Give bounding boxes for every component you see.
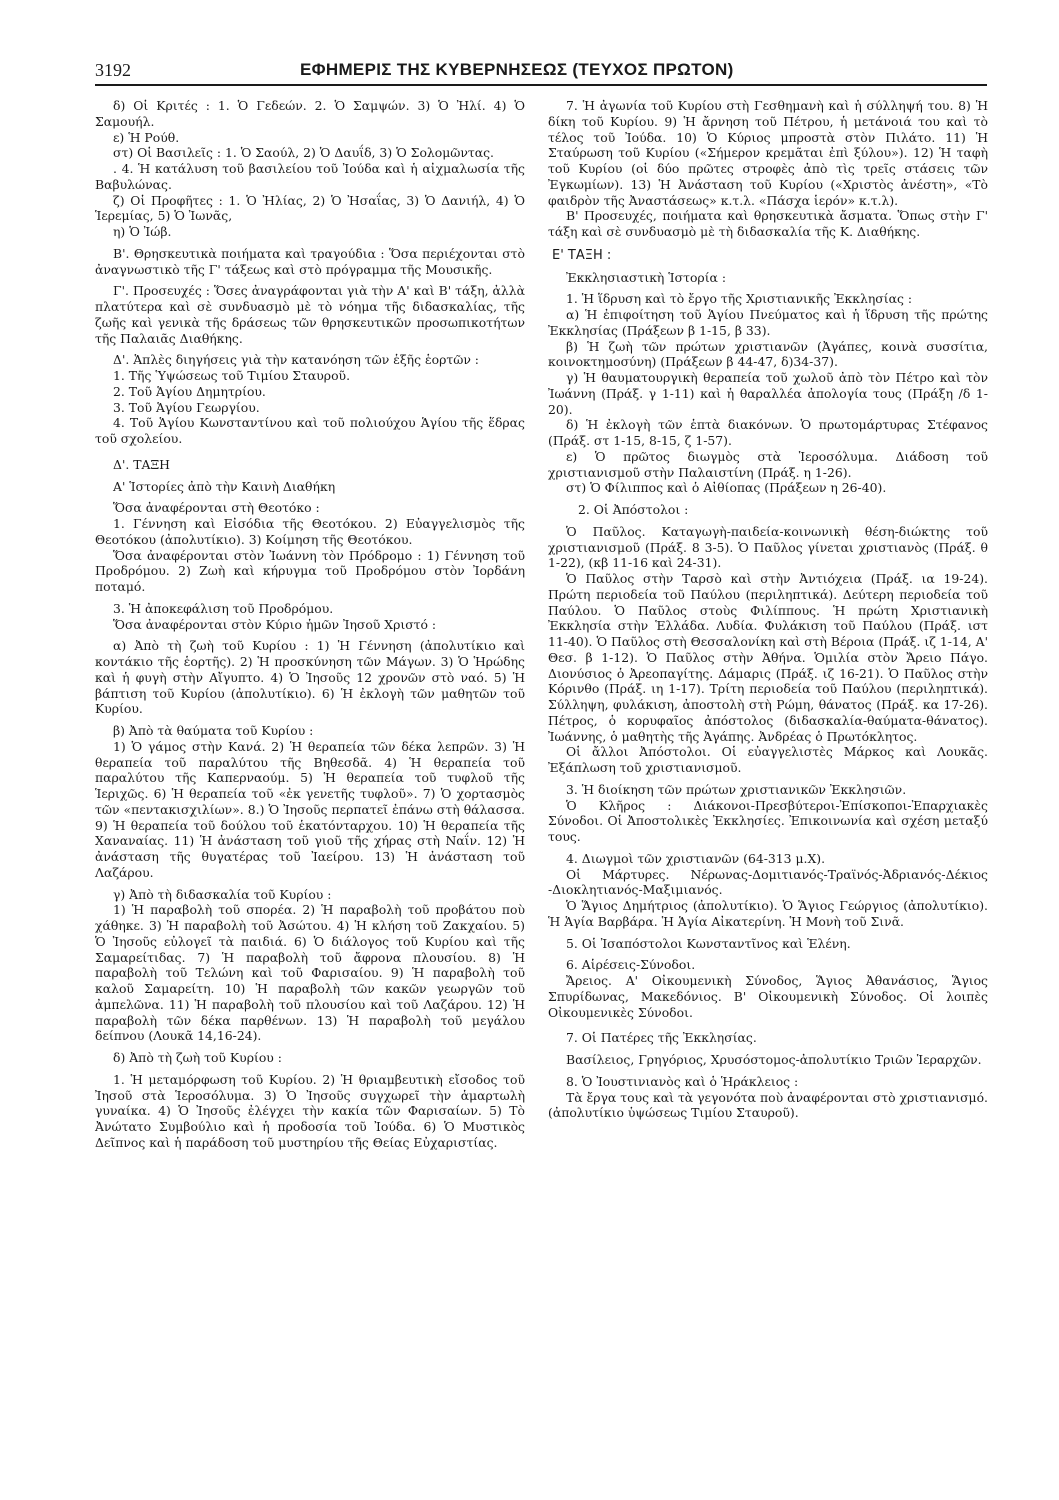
paragraph: 5. Οἱ Ἰσαπόστολοι Κωνσταντῖνος καὶ Ἑλένη. bbox=[566, 935, 851, 951]
paragraph: 8. Ὁ Ἰουστινιανὸς καὶ ὁ Ἡράκλειος : bbox=[566, 1073, 799, 1089]
paragraph: Γ'. Προσευχές : Ὅσες ἀναγράφονται γιὰ τὴν Α' καὶ Β' τάξη, ἀλλὰ πλατύτερα καὶ σὲ συνδυασμὸ μὲ τὸ νόημα τῆς διδασκαλίας, τῆς ζωῆς καὶ γενικὰ τῆς δράσεως τῶν θρησκευτικῶν προσωπικοτήτων τῆς Παλαιᾶς Διαθήκης. bbox=[95, 283, 525, 346]
section-heading: Δ'. ΤΑΞΗ bbox=[113, 456, 170, 472]
paragraph: . 4. Ἡ κατάλυση τοῦ βασιλείου τοῦ Ἰούδα καὶ ἡ αἰχμαλωσία τῆς Βαβυλώνας. bbox=[95, 161, 525, 192]
subheading: Α' Ἱστορίες ἀπὸ τὴν Καινὴ Διαθήκη bbox=[113, 478, 336, 494]
section-heading: Ε' ΤΑΞΗ : bbox=[552, 247, 612, 263]
paragraph: 1. Γέννηση καὶ Εἰσόδια τῆς Θεοτόκου. 2) Εὐαγγελισμὸς τῆς Θεοτόκου (ἀπολυτίκιο). 3) Κοίμηση τῆς Θεοτόκου. bbox=[95, 516, 525, 547]
paragraph: Οἱ Μάρτυρες. Νέρωνας-Δομιτιανός-Τραϊνός-Ἀδριανός-Δέκιος -Διοκλητιανός-Μαξιμιανός. bbox=[548, 866, 988, 898]
paragraph: Ὁ Ἅγιος Δημήτριος (ἀπολυτίκιο). Ὁ Ἅγιος Γεώργιος (ἀπολυτίκιο). Ἡ Ἁγία Βαρβάρα. Ἡ Ἁγία Αἰκατερίνη. Ἡ Μονὴ τοῦ Σινᾶ. bbox=[548, 898, 988, 929]
list-item: α) Ἡ ἐπιφοίτηση τοῦ Ἁγίου Πνεύματος καὶ ἡ ἵδρυση τῆς πρώτης Ἐκκλησίας (Πράξεων β 1-15, β 33). bbox=[548, 307, 988, 338]
right-column bbox=[548, 98, 988, 1121]
paragraph: 7. Ἡ ἀγωνία τοῦ Κυρίου στὴ Γεσθημανὴ καὶ ἡ σύλληψή του. 8) Ἡ δίκη τοῦ Κυρίου. 9) Ἡ ἄρνηση τοῦ Πέτρου, ἡ μετάνοιά του καὶ τὸ τέλος τοῦ Ἰούδα. 10) Ὁ Κύριος μπροστὰ στὸν Πιλάτο. 11) Ἡ Σταύρωση τοῦ Κυρίου («Σήμερον κρεμᾶται ἐπὶ ξύλου»). 12) Ἡ ταφὴ τοῦ Κυρίου (οἱ δύο πρῶτες στροφὲς ἀπὸ τὶς τρεῖς στάσεις τῶν Ἐγκωμίων). 13) Ἡ Ἀνάσταση τοῦ Κυρίου («Χριστὸς ἀνέστη», «Τὸ φαιδρὸν τῆς Ἀναστάσεως» κ.τ.λ. «Πάσχα ἱερόν» κ.τ.λ). bbox=[548, 98, 988, 208]
paragraph: α) Ἀπὸ τὴ ζωὴ τοῦ Κυρίου : 1) Ἡ Γέννηση (ἀπολυτίκιο καὶ κοντάκιο τῆς ἑορτῆς). 2) Ἡ προσκύνηση τῶν Μάγων. 3) Ὁ Ἡρώδης καὶ ἡ φυγὴ στὴν Αἴγυπτο. 4) Ὁ Ἰησοῦς 12 χρονῶν στὸ ναό. 5) Ἡ βάπτιση τοῦ Κυρίου (ἀπολυτίκιο). 6) Ἡ ἐκλογὴ τῶν μαθητῶν τοῦ Κυρίου. bbox=[95, 638, 525, 717]
paragraph: 1) Ἡ παραβολὴ τοῦ σπορέα. 2) Ἡ παραβολὴ τοῦ προβάτου ποὺ χάθηκε. 3) Ἡ παραβολὴ τοῦ Ἀσώτου. 4) Ἡ κλήση τοῦ Ζακχαίου. 5) Ὁ Ἰησοῦς εὐλογεῖ τὰ παιδιά. 6) Ὁ διάλογος τοῦ Κυρίου καὶ τῆς Σαμαρείτιδας. 7) Ἡ παραβολὴ τοῦ ἄφρονα πλουσίου. 8) Ἡ παραβολὴ τοῦ Τελώνη καὶ τοῦ Φαρισαίου. 9) Ἡ παραβολὴ τοῦ καλοῦ Σαμαρείτη. 10) Ἡ παραβολὴ τῶν κακῶν γεωργῶν τοῦ ἀμπελῶνα. 11) Ἡ παραβολὴ τοῦ πλουσίου καὶ τοῦ Λαζάρου. 12) Ἡ παραβολὴ τῶν δέκα παρθένων. 13) Ἡ παραβολὴ τοῦ μεγάλου δείπνου (Λουκᾶ 14,16-24). bbox=[95, 902, 525, 1044]
paragraph: Βασίλειος, Γρηγόριος, Χρυσόστομος-ἀπολυτίκιο Τριῶν Ἱεραρχῶν. bbox=[566, 1052, 982, 1067]
paragraph: Τὰ ἔργα τους καὶ τὰ γεγονότα ποὺ ἀναφέρονται στὸ χριστιανισμό. (ἀπολυτίκιο ὑψώσεως Τιμίου Σταυροῦ). bbox=[548, 1089, 988, 1121]
paragraph: Ὁ Παῦλος στὴν Ταρσὸ καὶ στὴν Ἀντιόχεια (Πράξ. ια 19-24). Πρώτη περιοδεία τοῦ Παύλου (περιληπτικά). Δεύτερη περιοδεία τοῦ Παύλου. Ὁ Παῦλος στοὺς Φιλίππους. Ἡ πρώτη Χριστιανικὴ Ἐκκλησία στὴν Ἑλλάδα. Λυδία. Φυλάκιση τοῦ Παύλου (Πράξ. ιστ 11-40). Ὁ Παῦλος στὴ Θεσσαλονίκη καὶ στὴ Βέροια (Πράξ. ιζ 1-14, Α' Θεσ. β 1-12). Ὁ Παῦλος στὴν Ἀθήνα. Ὁμιλία στὸν Ἄρειο Πάγο. Διονύσιος ὁ Ἀρεοπαγίτης. Δάμαρις (Πράξ. ιζ 16-21). Ὁ Παῦλος στὴν Κόρινθο (Πράξ. ιη 1-17). Τρίτη περιοδεία τοῦ Παύλου (περιληπτικά). Σύλληψη, φυλάκιση, ἀποστολὴ στὴ Ρώμη, θάνατος (Πράξ. κα 17-26). Πέτρος, ὁ κορυφαῖος ἀπόστολος (διδασκαλία-θαύματα-θάνατος). Ἰωάννης, ὁ μαθητὴς τῆς Ἀγάπης. Ἀνδρέας ὁ Πρωτόκλητος. bbox=[548, 571, 988, 744]
subheading: 2. Οἱ Ἀπόστολοι : bbox=[578, 502, 689, 517]
paragraph: 4. Διωγμοὶ τῶν χριστιανῶν (64-313 μ.Χ). bbox=[566, 850, 826, 866]
paragraph: Ἄρειος. Α' Οἰκουμενικὴ Σύνοδος, Ἅγιος Ἀθανάσιος, Ἅγιος Σπυρίδωνας, Μακεδόνιος. Β' Οἰκουμενικὴ Σύνοδος. Οἱ λοιπὲς Οἰκουμενικὲς Σύνοδοι. bbox=[548, 973, 988, 1020]
paragraph: ε) Ἡ Ρούθ. bbox=[113, 129, 180, 145]
paragraph: δ) Ἀπὸ τὴ ζωὴ τοῦ Κυρίου : bbox=[113, 1050, 282, 1065]
paragraph: 3. Ἡ ἀποκεφάλιση τοῦ Προδρόμου. bbox=[113, 600, 334, 616]
paragraph: Ὁ Κλῆρος : Διάκονοι-Πρεσβύτεροι-Ἐπίσκοποι-Ἐπαρχιακὲς Σύνοδοι. Οἱ Ἀποστολικὲς Ἐκκλησίες. Ἐπικοινωνία καὶ σχέση μεταξύ τους. bbox=[548, 797, 988, 844]
page-header bbox=[95, 60, 987, 86]
list-item: δ) Ἡ ἐκλογὴ τῶν ἑπτὰ διακόνων. Ὁ πρωτομάρτυρας Στέφανος (Πράξ. στ 1-15, 8-15, ζ 1-57). bbox=[548, 417, 988, 448]
paragraph: γ) Ἀπὸ τὴ διδασκαλία τοῦ Κυρίου : bbox=[113, 886, 332, 902]
paragraph: στ) Οἱ Βασιλεῖς : 1. Ὁ Σαούλ, 2) Ὁ Δαυΐδ, 3) Ὁ Σολομῶντας. bbox=[113, 145, 494, 161]
list-item: β) Ἡ ζωὴ τῶν πρώτων χριστιανῶν (Ἀγάπες, κοινὰ συσσίτια, κοινοκτημοσύνη) (Πράξεων β 44-47, δ)34-37). bbox=[548, 338, 988, 370]
list-item: ε) Ὁ πρῶτος διωγμὸς στὰ Ἱεροσόλυμα. Διάδοση τοῦ χριστιανισμοῦ στὴν Παλαιστίνη (Πράξ. η 1-26). bbox=[548, 448, 988, 480]
list-item: 2. Τοῦ Ἁγίου Δημητρίου. bbox=[113, 383, 266, 399]
page-number: 3192 bbox=[95, 60, 131, 80]
paragraph: δ) Οἱ Κριτές : 1. Ὁ Γεδεών. 2. Ὁ Σαμψών. 3) Ὁ Ἠλί. 4) Ὁ Σαμουήλ. bbox=[95, 98, 525, 129]
paragraph: Ὅσα ἀναφέρονται στὸν Ἰωάννη τὸν Πρόδρομο : 1) Γέννηση τοῦ Προδρόμου. 2) Ζωὴ καὶ κήρυγμα τοῦ Προδρόμου στὸν Ἰορδάνη ποταμό. bbox=[95, 547, 525, 594]
paragraph: 3. Ἡ διοίκηση τῶν πρώτων χριστιανικῶν Ἐκκλησιῶν. bbox=[566, 781, 907, 797]
paragraph: 7. Οἱ Πατέρες τῆς Ἐκκλησίας. bbox=[566, 1030, 757, 1046]
paragraph: Δ'. Ἁπλὲς διηγήσεις γιὰ τὴν κατανόηση τῶν ἑξῆς ἑορτῶν : bbox=[113, 352, 479, 368]
paragraph: 1) Ὁ γάμος στὴν Κανά. 2) Ἡ θεραπεία τῶν δέκα λεπρῶν. 3) Ἡ θεραπεία τοῦ παραλύτου τῆς Βηθεσδᾶ. 4) Ἡ θεραπεία τοῦ παραλύτου τῆς Καπερναούμ. 5) Ἡ θεραπεία τοῦ τυφλοῦ τῆς Ἱεριχῶς. 6) Ἡ θεραπεία τοῦ «ἐκ γενετῆς τυφλοῦ». 7) Ὁ χορτασμὸς τῶν «πεντακισχιλίων». 8.) Ὁ Ἰησοῦς περπατεῖ ἐπάνω στὴ θάλασσα. 9) Ἡ θεραπεία τοῦ δούλου τοῦ ἑκατόνταρχου. 10) Ἡ θεραπεία τῆς Χαναναίας. 11) Ἡ ἀνάσταση τοῦ γιοῦ τῆς χήρας στὴ Ναΐν. 12) Ἡ ἀνάσταση τῆς θυγατέρας τοῦ Ἰαείρου. 13) Ἡ ἀνάσταση τοῦ Λαζάρου. bbox=[95, 738, 525, 880]
list-item: στ) Ὁ Φίλιππος καὶ ὁ Αἰθίοπας (Πράξεων η 26-40). bbox=[566, 480, 887, 496]
list-item: γ) Ἡ θαυματουργικὴ θεραπεία τοῦ χωλοῦ ἀπὸ τὸν Πέτρο καὶ τὸν Ἰωάννη (Πράξ. γ 1-11) καὶ ἡ θαραλλέα ἀπολογία τους (Πράξη /δ 1-20). bbox=[548, 370, 988, 417]
journal-title: ΕΦΗΜΕΡΙΣ ΤΗΣ ΚΥΒΕΡΝΗΣΕΩΣ (ΤΕΥΧΟΣ ΠΡΩΤΟΝ) bbox=[300, 60, 734, 79]
paragraph: Ὁ Παῦλος. Καταγωγὴ-παιδεία-κοινωνικὴ θέση-διώκτης τοῦ χριστιανισμοῦ (Πράξ. 8 3-5). Ὁ Παῦλος γίνεται χριστιανὸς (Πράξ. θ 1-22), (κβ 11-16 καὶ 24-31). bbox=[548, 523, 988, 571]
list-item: 3. Τοῦ Ἁγίου Γεωργίου. bbox=[113, 399, 260, 415]
paragraph: Ὅσα ἀναφέρονται στὴ Θεοτόκο : bbox=[113, 500, 320, 516]
paragraph: Ὅσα ἀναφέρονται στὸν Κύριο ἡμῶν Ἰησοῦ Χριστό : bbox=[113, 616, 437, 632]
paragraph: 1. Ἡ μεταμόρφωση τοῦ Κυρίου. 2) Ἡ θριαμβευτικὴ εἴσοδος τοῦ Ἰησοῦ στὰ Ἱεροσόλυμα. 3) Ὁ Ἰησοῦς συγχωρεῖ τὴν ἁμαρτωλὴ γυναίκα. 4) Ὁ Ἰησοῦς ἐλέγχει τὴν κακία τῶν Φαρισαίων. 5) Τὸ Ἀνώτατο Συμβούλιο καὶ ἡ προδοσία τοῦ Ἰούδα. 6) Ὁ Μυστικὸς Δεῖπνος καὶ ἡ παράδοση τοῦ μυστηρίου τῆς Θείας Εὐχαριστίας. bbox=[95, 1071, 525, 1150]
list-item: 4. Τοῦ Ἁγίου Κωνσταντίνου καὶ τοῦ πολιούχου Ἁγίου τῆς ἕδρας τοῦ σχολείου. bbox=[95, 415, 525, 446]
paragraph: Οἱ ἄλλοι Ἀπόστολοι. Οἱ εὐαγγελιστὲς Μάρκος καὶ Λουκᾶς. Ἐξάπλωση τοῦ χριστιανισμοῦ. bbox=[548, 744, 988, 775]
paragraph: 1. Ἡ ἵδρυση καὶ τὸ ἔργο τῆς Χριστιανικῆς Ἐκκλησίας : bbox=[566, 291, 913, 307]
paragraph: 6. Αἱρέσεις-Σύνοδοι. bbox=[566, 957, 696, 973]
subheading: Ἐκκλησιαστικὴ Ἱστορία : bbox=[566, 269, 727, 285]
paragraph: η) Ὁ Ἰώβ. bbox=[113, 224, 172, 239]
paragraph: β) Ἀπὸ τὰ θαύματα τοῦ Κυρίου : bbox=[113, 723, 314, 738]
list-item: 1. Τῆς Ὑψώσεως τοῦ Τιμίου Σταυροῦ. bbox=[113, 368, 351, 383]
paragraph: Β'. Θρησκευτικὰ ποιήματα καὶ τραγούδια : Ὅσα περιέχονται στὸ ἀναγνωστικὸ τῆς Γ' τάξεως καὶ στὸ πρόγραμμα τῆς Μουσικῆς. bbox=[95, 245, 525, 277]
paragraph: ζ) Οἱ Προφῆτες : 1. Ὁ Ἠλίας, 2) Ὁ Ἠσαΐας, 3) Ὁ Δανιήλ, 4) Ὁ Ἱερεμίας, 5) Ὁ Ἰωνᾶς, bbox=[95, 192, 525, 224]
paragraph: Β' Προσευχές, ποιήματα καὶ θρησκευτικὰ ἄσματα. Ὅπως στὴν Γ' τάξη καὶ σὲ συνδυασμὸ μὲ τὴ διδασκαλία τῆς Κ. Διαθήκης. bbox=[548, 208, 988, 239]
left-column bbox=[95, 98, 525, 1151]
